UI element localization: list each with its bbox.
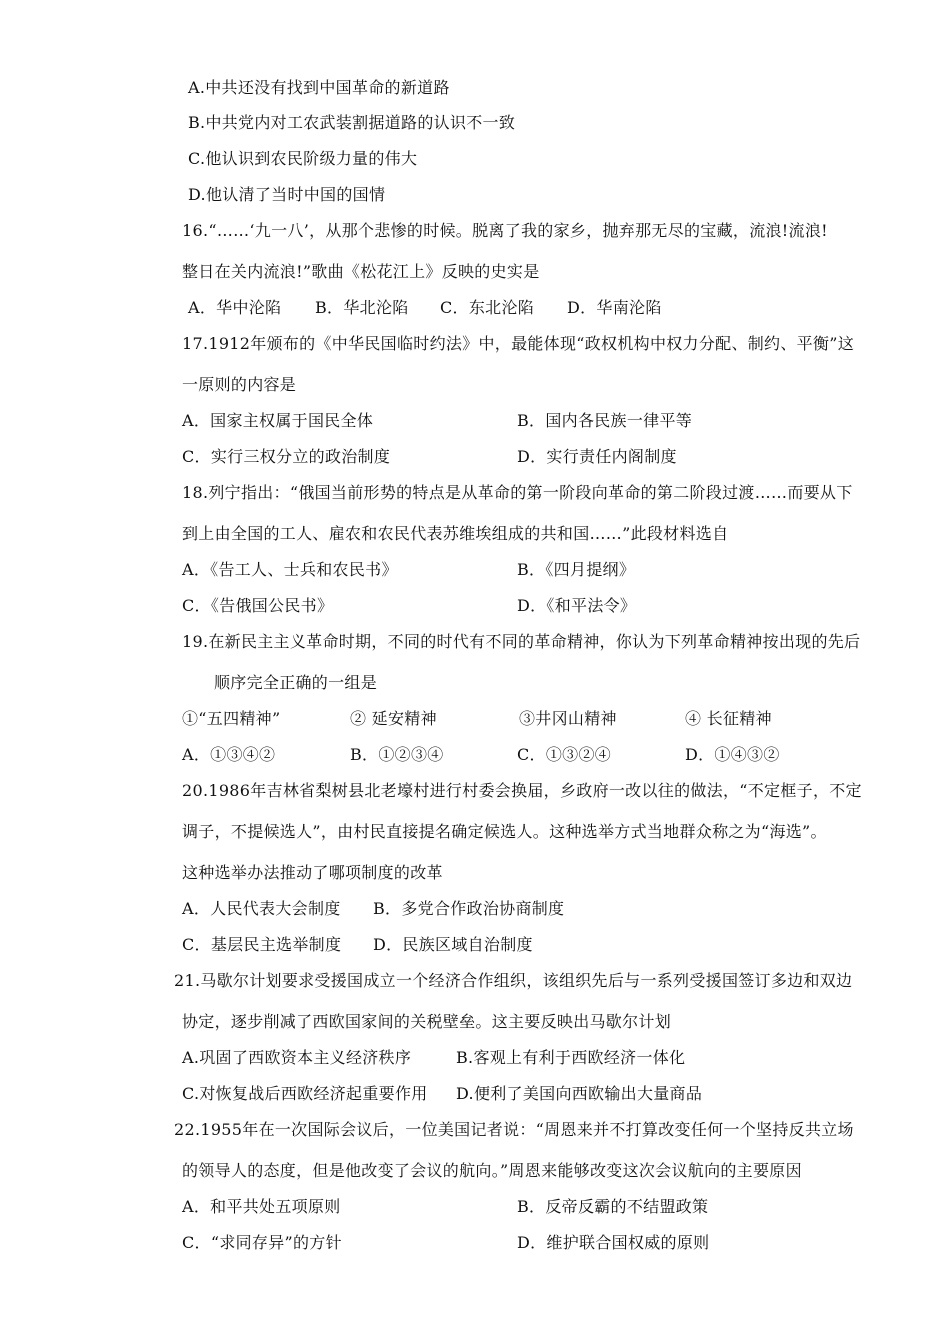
q20-option-c: C．基层民主选举制度 (182, 935, 342, 954)
q21-stem-line2: 协定，逐步削减了西欧国家间的关税壁垒。这主要反映出马歇尔计划 (182, 1012, 672, 1031)
q19-option-c: C．①③②④ (517, 745, 612, 764)
q19-option-b: B．①②③④ (350, 745, 444, 764)
q18-option-d: D．《和平法令》 (517, 596, 637, 615)
q16-option-c: C．东北沦陷 (440, 298, 535, 317)
q18-option-b: B．《四月提纲》 (517, 560, 636, 579)
q17-option-d: D．实行责任内阁制度 (517, 447, 677, 466)
q18-option-a: A．《告工人、士兵和农民书》 (182, 560, 398, 579)
q18-stem-line2: 到上由全国的工人、雇农和农民代表苏维埃组成的共和国……”此段材料选自 (182, 524, 729, 543)
q17-option-c: C．实行三权分立的政治制度 (182, 447, 391, 466)
q22-option-b: B．反帝反霸的不结盟政策 (517, 1197, 709, 1216)
q21-option-c: C.对恢复战后西欧经济起重要作用 (182, 1084, 428, 1103)
q18-stem-line1: 18.列宁指出：“俄国当前形势的特点是从革命的第一阶段向革命的第二阶段过渡……而要从下 (182, 483, 853, 502)
q17-stem-line2: 一原则的内容是 (182, 375, 297, 394)
q18-option-c: C．《告俄国公民书》 (182, 596, 334, 615)
q19-item-4: ④ 长征精神 (685, 709, 772, 728)
q19-option-a: A．①③④② (182, 745, 276, 764)
q16-stem-line1: 16.“……‘九一八’，从那个悲惨的时候。脱离了我的家乡，抛弃那无尽的宝藏，流浪!流浪! (182, 221, 828, 240)
q20-stem-line3: 这种选举办法推动了哪项制度的改革 (182, 863, 443, 882)
q16-option-d: D．华南沦陷 (567, 298, 662, 317)
q19-option-d: D．①④③② (685, 745, 780, 764)
q17-option-a: A．国家主权属于国民全体 (182, 411, 374, 430)
q22-option-d: D．维护联合国权威的原则 (517, 1233, 710, 1252)
q20-option-a: A．人民代表大会制度 (182, 899, 341, 918)
q20-stem-line1: 20.1986年吉林省梨树县北老壕村进行村委会换届，乡政府一改以往的做法，“不定框子，不定 (182, 781, 862, 800)
q15-option-c: C.他认识到农民阶级力量的伟大 (188, 149, 418, 168)
q22-option-a: A．和平共处五项原则 (182, 1197, 341, 1216)
q15-option-d: D.他认清了当时中国的国情 (188, 185, 386, 204)
q15-option-a: A.中共还没有找到中国革命的新道路 (188, 78, 450, 97)
q22-stem-line2: 的领导人的态度，但是他改变了会议的航向。”周恩来能够改变这次会议航向的主要原因 (182, 1161, 802, 1180)
q19-item-3: ③井冈山精神 (519, 709, 617, 728)
q19-stem-line2: 顺序完全正确的一组是 (214, 673, 378, 692)
q20-stem-line2: 调子，不提候选人”，由村民直接提名确定候选人。这种选举方式当地群众称之为“海选”。 (182, 822, 827, 841)
q22-stem-line1: 22.1955年在一次国际会议后，一位美国记者说：“周恩来并不打算改变任何一个坚持反共立场 (174, 1120, 854, 1139)
q20-option-d: D．民族区域自治制度 (373, 935, 533, 954)
q19-item-1: ①“五四精神” (182, 709, 281, 728)
q15-option-b: B.中共党内对工农武装割据道路的认识不一致 (188, 113, 516, 132)
q19-item-2: ② 延安精神 (350, 709, 437, 728)
q20-option-b: B．多党合作政治协商制度 (373, 899, 565, 918)
q21-option-d: D.便利了美国向西欧输出大量商品 (456, 1084, 703, 1103)
q22-option-c: C．“求同存异”的方针 (182, 1233, 342, 1252)
q21-option-a: A.巩固了西欧资本主义经济秩序 (182, 1048, 412, 1067)
q16-stem-line2: 整日在关内流浪!”歌曲《松花江上》反映的史实是 (182, 262, 540, 281)
q19-stem-line1: 19.在新民主主义革命时期，不同的时代有不同的革命精神，你认为下列革命精神按出现的先后 (182, 632, 861, 651)
q16-option-b: B．华北沦陷 (315, 298, 409, 317)
q16-option-a: A．华中沦陷 (188, 298, 282, 317)
q21-option-b: B.客观上有利于西欧经济一体化 (456, 1048, 686, 1067)
q17-stem-line1: 17.1912年颁布的《中华民国临时约法》中，最能体现“政权机构中权力分配、制约、平衡”这 (182, 334, 855, 353)
q17-option-b: B．国内各民族一律平等 (517, 411, 693, 430)
q21-stem-line1: 21.马歇尔计划要求受援国成立一个经济合作组织，该组织先后与一系列受援国签订多边和双边 (174, 971, 853, 990)
